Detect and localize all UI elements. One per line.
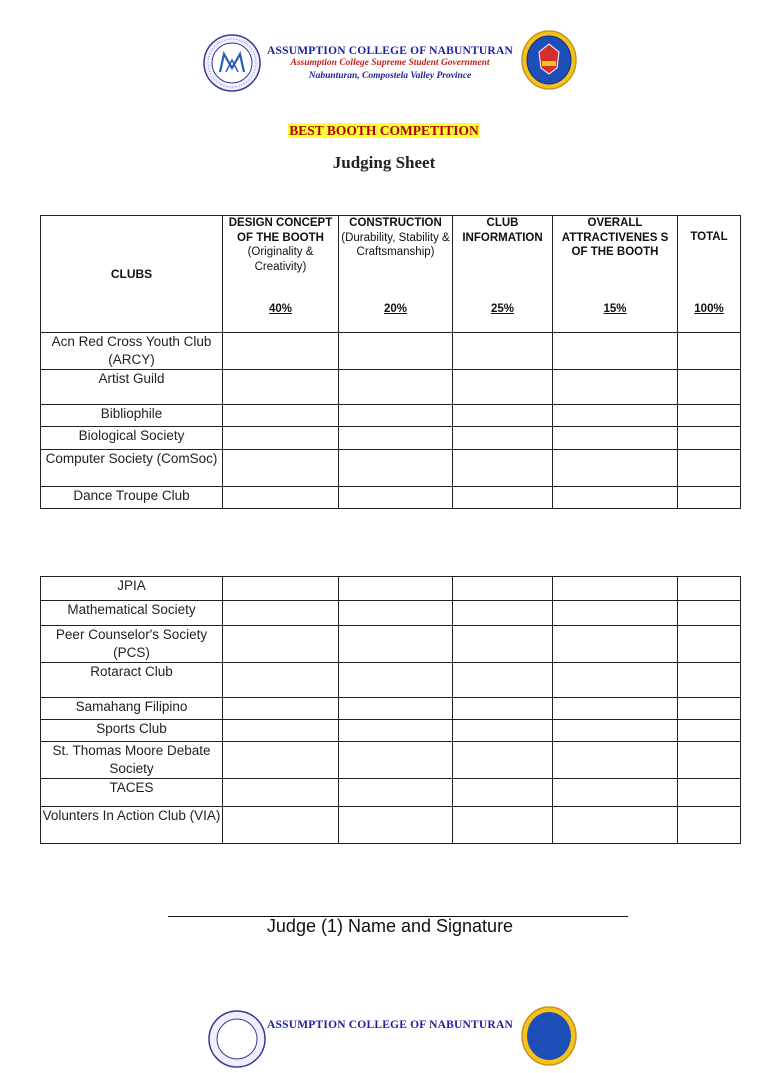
overall-score-cell[interactable] [553, 405, 678, 427]
total-score-cell[interactable] [678, 577, 741, 601]
construction-title: CONSTRUCTION [349, 217, 442, 229]
overall-score-cell[interactable] [553, 779, 678, 807]
info-score-cell[interactable] [453, 720, 553, 742]
club-name: Dance Troupe Club [41, 487, 223, 509]
table-row [41, 626, 741, 663]
club-name: Peer Counselor's Society (PCS) [41, 626, 223, 663]
college-seal-icon [208, 1010, 266, 1068]
info-score-cell[interactable] [453, 663, 553, 698]
construction-score-cell[interactable] [339, 577, 453, 601]
table-row [41, 333, 741, 370]
total-score-cell[interactable] [678, 698, 741, 720]
table-row [41, 742, 741, 779]
construction-percent: 20% [383, 303, 408, 315]
design-score-cell[interactable] [223, 450, 339, 487]
construction-header [339, 216, 453, 333]
construction-score-cell[interactable] [339, 626, 453, 663]
overall-header [553, 216, 678, 333]
info-score-cell[interactable] [453, 405, 553, 427]
table-row [41, 487, 741, 509]
clubs-header: CLUBS [41, 216, 223, 333]
design-score-cell[interactable] [223, 427, 339, 450]
construction-score-cell[interactable] [339, 779, 453, 807]
club-name: Bibliophile [41, 405, 223, 427]
signature-label: Judge (1) Name and Signature [266, 916, 514, 936]
construction-score-cell[interactable] [339, 807, 453, 844]
total-title: TOTAL [690, 231, 728, 243]
info-score-cell[interactable] [453, 370, 553, 405]
table-row [41, 427, 741, 450]
info-score-cell[interactable] [453, 742, 553, 779]
construction-score-cell[interactable] [339, 720, 453, 742]
college-seal-icon [203, 34, 261, 92]
design-header [223, 216, 339, 333]
info-title: CLUB INFORMATION [462, 217, 543, 244]
total-score-cell[interactable] [678, 742, 741, 779]
table-row [41, 577, 741, 601]
total-score-cell[interactable] [678, 720, 741, 742]
info-score-cell[interactable] [453, 626, 553, 663]
construction-score-cell[interactable] [339, 742, 453, 779]
design-score-cell[interactable] [223, 601, 339, 626]
overall-percent: 15% [603, 303, 627, 315]
club-name: TACES [41, 779, 223, 807]
design-score-cell[interactable] [223, 370, 339, 405]
info-score-cell[interactable] [453, 779, 553, 807]
design-score-cell[interactable] [223, 779, 339, 807]
club-name: JPIA [41, 577, 223, 601]
club-name: Samahang Filipino [41, 698, 223, 720]
competition-title-text: BEST BOOTH COMPETITION [289, 123, 479, 138]
college-name: ASSUMPTION COLLEGE OF NABUNTURAN [267, 1019, 513, 1031]
table-row [41, 779, 741, 807]
design-score-cell[interactable] [223, 333, 339, 370]
total-score-cell[interactable] [678, 626, 741, 663]
overall-score-cell[interactable] [553, 333, 678, 370]
club-name: Acn Red Cross Youth Club (ARCY) [41, 333, 223, 370]
info-score-cell[interactable] [453, 427, 553, 450]
design-score-cell[interactable] [223, 698, 339, 720]
design-percent: 40% [268, 303, 293, 315]
construction-score-cell[interactable] [339, 487, 453, 509]
total-header [678, 216, 741, 333]
judging-table-top [40, 215, 741, 509]
total-score-cell[interactable] [678, 807, 741, 844]
design-score-cell[interactable] [223, 807, 339, 844]
competition-title [0, 122, 768, 140]
club-name: Biological Society [41, 427, 223, 450]
club-name: Volunters In Action Club (VIA) [41, 807, 223, 844]
club-name: Mathematical Society [41, 601, 223, 626]
sheet-title: Judging Sheet [332, 153, 436, 172]
design-score-cell[interactable] [223, 720, 339, 742]
overall-score-cell[interactable] [553, 626, 678, 663]
table-row [41, 405, 741, 427]
overall-score-cell[interactable] [553, 720, 678, 742]
total-score-cell[interactable] [678, 663, 741, 698]
ssg-seal-icon [521, 1006, 577, 1066]
header-row [41, 216, 741, 333]
total-score-cell[interactable] [678, 427, 741, 450]
club-name: Sports Club [41, 720, 223, 742]
info-header [453, 216, 553, 333]
total-score-cell[interactable] [678, 601, 741, 626]
judging-table-bottom [40, 576, 741, 844]
club-name: Computer Society (ComSoc) [41, 450, 223, 487]
overall-score-cell[interactable] [553, 370, 678, 405]
table-row [41, 720, 741, 742]
construction-subtitle: (Durability, Stability & Craftsmanship) [341, 231, 450, 258]
total-score-cell[interactable] [678, 370, 741, 405]
construction-score-cell[interactable] [339, 370, 453, 405]
info-score-cell[interactable] [453, 487, 553, 509]
club-name: Artist Guild [41, 370, 223, 405]
design-score-cell[interactable] [223, 742, 339, 779]
info-score-cell[interactable] [453, 601, 553, 626]
table-row [41, 698, 741, 720]
table-row [41, 807, 741, 844]
total-score-cell[interactable] [678, 779, 741, 807]
design-score-cell[interactable] [223, 577, 339, 601]
design-title: DESIGN CONCEPT OF THE BOOTH [228, 217, 333, 244]
total-score-cell[interactable] [678, 405, 741, 427]
info-score-cell[interactable] [453, 807, 553, 844]
construction-score-cell[interactable] [339, 601, 453, 626]
overall-score-cell[interactable] [553, 450, 678, 487]
overall-score-cell[interactable] [553, 487, 678, 509]
construction-score-cell[interactable] [339, 333, 453, 370]
info-percent: 25% [490, 303, 515, 315]
design-subtitle: (Originality & Creativity) [247, 246, 314, 273]
construction-score-cell[interactable] [339, 450, 453, 487]
overall-score-cell[interactable] [553, 427, 678, 450]
overall-score-cell[interactable] [553, 807, 678, 844]
construction-score-cell[interactable] [339, 405, 453, 427]
total-score-cell[interactable] [678, 487, 741, 509]
info-score-cell[interactable] [453, 333, 553, 370]
overall-title: OVERALL ATTRACTIVENES S OF THE BOOTH [561, 217, 669, 258]
design-score-cell[interactable] [223, 405, 339, 427]
total-score-cell[interactable] [678, 333, 741, 370]
college-name: ASSUMPTION COLLEGE OF NABUNTURAN [267, 45, 513, 57]
club-name: Rotaract Club [41, 663, 223, 698]
design-score-cell[interactable] [223, 487, 339, 509]
total-score-cell[interactable] [678, 450, 741, 487]
construction-score-cell[interactable] [339, 663, 453, 698]
table-row [41, 450, 741, 487]
overall-score-cell[interactable] [553, 663, 678, 698]
address: Nabunturan, Compostela Valley Province [308, 71, 472, 81]
design-score-cell[interactable] [223, 626, 339, 663]
overall-score-cell[interactable] [553, 577, 678, 601]
info-score-cell[interactable] [453, 450, 553, 487]
overall-score-cell[interactable] [553, 698, 678, 720]
info-score-cell[interactable] [453, 577, 553, 601]
design-score-cell[interactable] [223, 663, 339, 698]
table-row [41, 663, 741, 698]
overall-score-cell[interactable] [553, 742, 678, 779]
ssg-seal-icon [521, 30, 577, 90]
info-score-cell[interactable] [453, 698, 553, 720]
org-name: Assumption College Supreme Student Government [290, 58, 490, 68]
table-row [41, 601, 741, 626]
total-percent: 100% [694, 303, 724, 315]
overall-score-cell[interactable] [553, 601, 678, 626]
table-row [41, 370, 741, 405]
club-name: St. Thomas Moore Debate Society [41, 742, 223, 779]
construction-score-cell[interactable] [339, 698, 453, 720]
construction-score-cell[interactable] [339, 427, 453, 450]
